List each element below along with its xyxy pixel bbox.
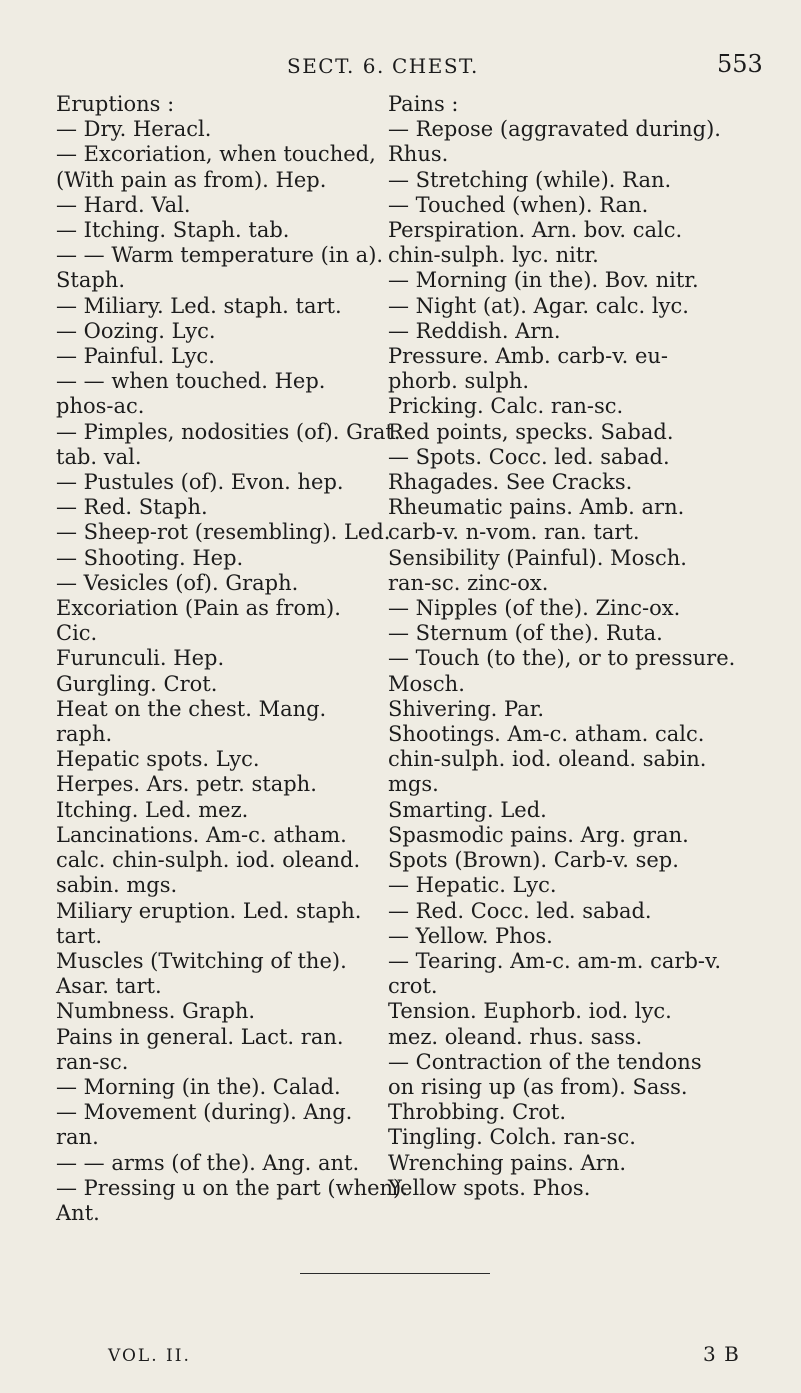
index-line: Tingling. Colch. ran-sc. xyxy=(388,1125,636,1150)
index-line: ran-sc. zinc-ox. xyxy=(388,570,549,595)
index-line: Shivering. Par. xyxy=(388,696,545,721)
index-line: — Night (at). Agar. calc. lyc. xyxy=(388,293,689,318)
index-line: — Red. Cocc. led. sabad. xyxy=(388,898,652,923)
index-line: Miliary eruption. Led. staph. xyxy=(56,898,362,923)
index-line: ran-sc. xyxy=(56,1049,129,1074)
index-line: Mosch. xyxy=(388,671,465,696)
index-line: Lancinations. Am-c. atham. xyxy=(56,822,347,847)
index-line: Rhagades. See Cracks. xyxy=(388,470,633,495)
index-line: chin-sulph. lyc. nitr. xyxy=(388,243,599,268)
index-line: sabin. mgs. xyxy=(56,873,178,898)
index-line: Pains : xyxy=(388,92,459,116)
index-line: Wrenching pains. Arn. xyxy=(388,1150,627,1175)
index-line: — — when touched. Hep. xyxy=(56,369,326,394)
index-line: — Miliary. Led. staph. tart. xyxy=(56,293,342,318)
index-line: — Contraction of the tendons xyxy=(388,1049,702,1074)
index-line: — Sheep-rot (resembling). Led. xyxy=(56,520,391,545)
index-line: Ant. xyxy=(56,1200,100,1225)
index-line: Asar. tart. xyxy=(56,974,162,999)
index-line: Rheumatic pains. Amb. arn. xyxy=(388,495,685,520)
index-line: Pricking. Calc. ran-sc. xyxy=(388,394,624,419)
index-line: raph. xyxy=(56,722,113,747)
index-line: Heat on the chest. Mang. xyxy=(56,696,327,721)
index-line: (With pain as from). Hep. xyxy=(56,167,327,192)
index-line: — Yellow. Phos. xyxy=(388,923,553,948)
index-line: — Excoriation, when touched, xyxy=(56,142,376,167)
index-line: — Red. Staph. xyxy=(56,495,208,520)
index-line: — Repose (aggravated during). xyxy=(388,117,721,142)
index-line: — Morning (in the). Calad. xyxy=(56,1074,341,1099)
index-line: Sensibility (Painful). Mosch. xyxy=(388,545,687,570)
index-line: Cic. xyxy=(56,621,98,646)
index-line: Muscles (Twitching of the). xyxy=(56,948,347,973)
index-line: Rhus. xyxy=(388,142,449,167)
left-column xyxy=(56,92,408,1226)
index-line: tart. xyxy=(56,923,103,948)
index-line: — Painful. Lyc. xyxy=(56,344,215,369)
index-line: Tension. Euphorb. iod. lyc. xyxy=(388,999,672,1024)
volume-label: VOL. II. xyxy=(108,1346,191,1366)
index-line: Hepatic spots. Lyc. xyxy=(56,747,260,772)
index-line: mez. oleand. rhus. sass. xyxy=(388,1024,643,1049)
page-number: 553 xyxy=(717,50,763,78)
index-line: — Sternum (of the). Ruta. xyxy=(388,621,663,646)
index-line: Perspiration. Arn. bov. calc. xyxy=(388,218,683,243)
index-line: — Hard. Val. xyxy=(56,192,191,217)
running-header xyxy=(0,50,801,90)
index-line: Throbbing. Crot. xyxy=(388,1100,566,1125)
index-line: Pains in general. Lact. ran. xyxy=(56,1024,344,1049)
index-line: — Movement (during). Ang. xyxy=(56,1100,353,1125)
index-line: — Shooting. Hep. xyxy=(56,545,244,570)
index-line: carb-v. n-vom. ran. tart. xyxy=(388,520,640,545)
index-line: — Dry. Heracl. xyxy=(56,117,212,142)
index-line: Spots (Brown). Carb-v. sep. xyxy=(388,848,679,873)
index-line: — Oozing. Lyc. xyxy=(56,318,216,343)
index-line: — Touched (when). Ran. xyxy=(388,192,649,217)
section-label: SECT. 6. xyxy=(287,54,385,78)
index-line: Excoriation (Pain as from). xyxy=(56,596,341,621)
index-line: phos-ac. xyxy=(56,394,145,419)
chapter-label: CHEST. xyxy=(392,54,479,78)
index-line: Shootings. Am-c. atham. calc. xyxy=(388,722,705,747)
index-line: — Stretching (while). Ran. xyxy=(388,167,672,192)
index-line: — Nipples (of the). Zinc-ox. xyxy=(388,596,681,621)
index-line: on rising up (as from). Sass. xyxy=(388,1074,688,1099)
index-line: Yellow spots. Phos. xyxy=(388,1175,591,1200)
index-line: ran. xyxy=(56,1125,99,1150)
index-line: — Hepatic. Lyc. xyxy=(388,873,557,898)
index-line: — Vesicles (of). Graph. xyxy=(56,570,299,595)
index-line: phorb. sulph. xyxy=(388,369,530,394)
index-line: crot. xyxy=(388,974,438,999)
index-line: Pressure. Amb. carb-v. eu- xyxy=(388,344,668,369)
index-line: — Pimples, nodosities (of). Grat. xyxy=(56,419,401,444)
index-line: tab. val. xyxy=(56,444,142,469)
index-line: — Morning (in the). Bov. nitr. xyxy=(388,268,699,293)
index-line: chin-sulph. iod. oleand. sabin. xyxy=(388,747,707,772)
index-line: Herpes. Ars. petr. staph. xyxy=(56,772,317,797)
index-line: — Spots. Cocc. led. sabad. xyxy=(388,444,670,469)
index-line: — Pustules (of). Evon. hep. xyxy=(56,470,344,495)
index-line: — — arms (of the). Ang. ant. xyxy=(56,1150,360,1175)
index-line: calc. chin-sulph. iod. oleand. xyxy=(56,848,361,873)
index-line: — — Warm temperature (in a). xyxy=(56,243,384,268)
right-column xyxy=(388,92,736,1201)
index-line: Staph. xyxy=(56,268,125,293)
index-line: — Touch (to the), or to pressure. xyxy=(388,646,736,671)
index-line: Red points, specks. Sabad. xyxy=(388,419,674,444)
index-line: Numbness. Graph. xyxy=(56,999,256,1024)
index-line: — Reddish. Arn. xyxy=(388,318,561,343)
index-line: Gurgling. Crot. xyxy=(56,671,218,696)
index-line: — Itching. Staph. tab. xyxy=(56,218,290,243)
index-line: — Tearing. Am-c. am-m. carb-v. xyxy=(388,948,722,973)
index-line: Itching. Led. mez. xyxy=(56,797,249,822)
index-line: mgs. xyxy=(388,772,439,797)
index-line: Spasmodic pains. Arg. gran. xyxy=(388,822,689,847)
index-line: Eruptions : xyxy=(56,92,175,116)
index-line: — Pressing u on the part (when). xyxy=(56,1175,408,1200)
index-line: Furunculi. Hep. xyxy=(56,646,225,671)
index-line: Smarting. Led. xyxy=(388,797,547,822)
signature-mark: 3 B xyxy=(703,1342,740,1366)
footer-rule xyxy=(300,1273,490,1274)
